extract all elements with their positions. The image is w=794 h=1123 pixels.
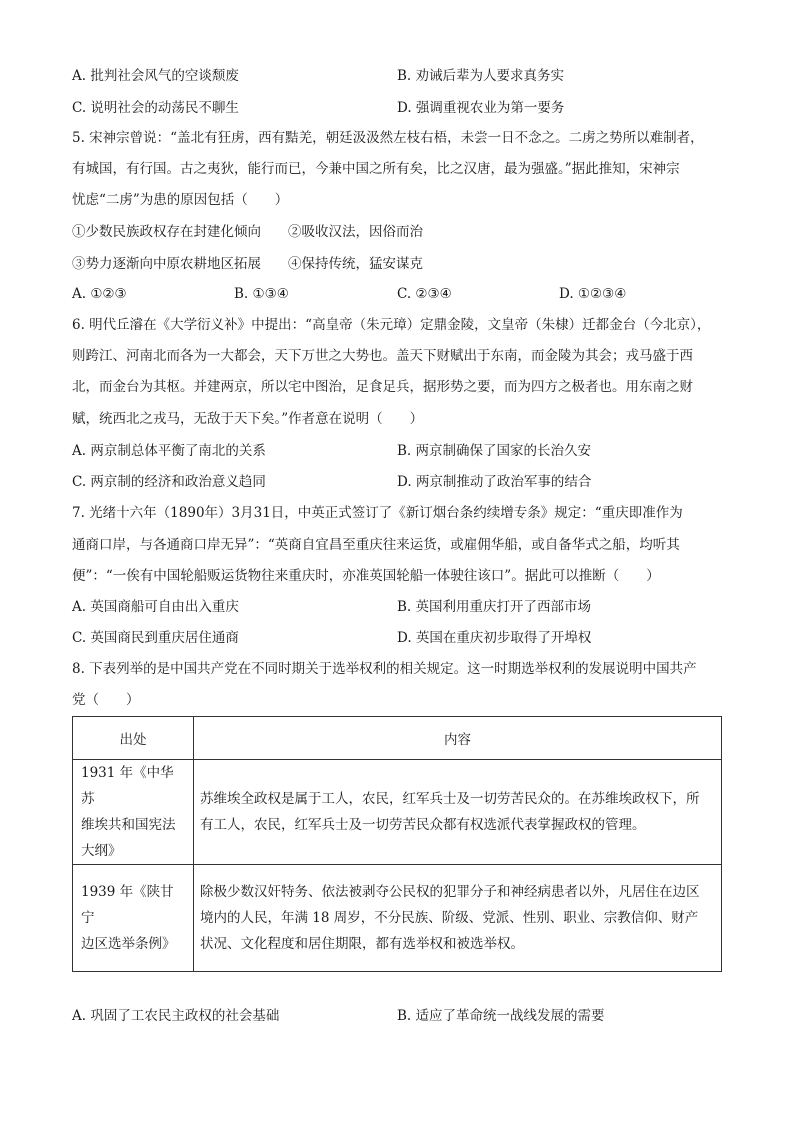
q6-stem-line: 赋，统西北之戎马，无敌于天下矣。”作者意在说明（ ） bbox=[72, 411, 424, 427]
q6-stem-line: 6. 明代丘濬在《大学衍义补》中提出：“高皇帝（朱元璋）定鼎金陵，文皇帝（朱棣）迁都金台（今北京）， bbox=[72, 317, 711, 333]
q6-option-c[interactable]: C. 两京制的经济和政治意义趋同 bbox=[72, 474, 266, 490]
table-cell-source bbox=[73, 760, 194, 865]
q5-option-c[interactable]: C. ②③④ bbox=[397, 286, 452, 302]
cell-line: 苏维埃全政权是属于工人，农民，红军兵士及一切劳苦民众的。在苏维埃政权下，所 bbox=[200, 791, 700, 807]
q7-stem-line: 7. 光绪十六年（1890年）3月31日，中英正式签订了《新订烟台条约续增专条》规定：“重庆即准作为 bbox=[72, 505, 683, 521]
table-header-source: 出处 bbox=[73, 717, 194, 760]
q5-stem-line: 有城国，有行国。古之夷狄，能行而已，今兼中国之所有矣，比之汉唐，最为强盛。”据此推知，宋神宗 bbox=[72, 161, 680, 177]
q8-option-b[interactable]: B. 适应了革命统一战线发展的需要 bbox=[397, 1008, 605, 1024]
q6-option-a[interactable]: A. 两京制总体平衡了南北的关系 bbox=[72, 443, 266, 459]
cell-line: 边区选举条例》 bbox=[81, 936, 176, 952]
q4-option-a[interactable]: A. 批判社会风气的空谈颓废 bbox=[72, 68, 239, 84]
q7-stem-line: 通商口岸，与各通商口岸无异”：“英商自宜昌至重庆往来运货，或雇佣华船，或自备华式之船，均听其 bbox=[72, 537, 680, 553]
q6-stem-line: 则跨江、河南北而各为一大都会，天下万世之大势也。盖天下财赋出于东南，而金陵为其会；戎马盛于西 bbox=[72, 348, 693, 364]
q5-option-a[interactable]: A. ①②③ bbox=[72, 286, 127, 302]
cell-line: 1939 年《陕甘宁 bbox=[81, 884, 174, 926]
q5-stem-line: 5. 宋神宗曾说：“盖北有狂虏，西有黠羌，朝廷汲汲然左枝右梧，未尝一日不念之。二虏之势所以难制者， bbox=[72, 130, 704, 146]
table-cell-content bbox=[194, 865, 722, 972]
q8-rules-table bbox=[72, 716, 722, 972]
table-header-content: 内容 bbox=[194, 717, 722, 760]
q8-stem-line: 党（ ） bbox=[72, 692, 140, 708]
table-row bbox=[73, 865, 722, 972]
q4-option-c[interactable]: C. 说明社会的动荡民不聊生 bbox=[72, 100, 239, 116]
cell-line: 1931 年《中华苏 bbox=[81, 765, 174, 807]
cell-line: 境内的人民，年满 18 周岁，不分民族、阶级、党派、性别、职业、宗教信仰、财产 bbox=[200, 910, 699, 926]
q5-option-b[interactable]: B. ①③④ bbox=[234, 286, 289, 302]
cell-line: 状况、文化程度和居住期限，都有选举权和被选举权。 bbox=[200, 936, 524, 952]
q7-option-d[interactable]: D. 英国在重庆初步取得了开埠权 bbox=[397, 630, 592, 646]
cell-line: 除极少数汉奸特务、依法被剥夺公民权的犯罪分子和神经病患者以外，凡居住在边区 bbox=[200, 884, 700, 900]
table-cell-content bbox=[194, 760, 722, 865]
q7-option-a[interactable]: A. 英国商船可自由出入重庆 bbox=[72, 599, 239, 615]
table-cell-source bbox=[73, 865, 194, 972]
cell-line: 有工人，农民，红军兵士及一切劳苦民众都有权选派代表掌握政权的管理。 bbox=[200, 817, 646, 833]
q4-option-d[interactable]: D. 强调重视农业为第一要务 bbox=[397, 100, 565, 116]
q6-stem-line: 北，而金台为其枢。并建两京，所以宅中图治，足食足兵，据形势之要，而为四方之极者也。用东南之财 bbox=[72, 379, 693, 395]
q8-stem-line: 8. 下表列举的是中国共产党在不同时期关于选举权利的相关规定。这一时期选举权利的发展说明中国共产 bbox=[72, 661, 697, 677]
q7-option-b[interactable]: B. 英国利用重庆打开了西部市场 bbox=[397, 599, 592, 615]
q8-option-a[interactable]: A. 巩固了工农民主政权的社会基础 bbox=[72, 1008, 280, 1024]
q5-option-d[interactable]: D. ①②③④ bbox=[559, 286, 627, 302]
table-header-row bbox=[73, 717, 722, 760]
table-row bbox=[73, 760, 722, 865]
q5-statement-line: ③势力逐渐向中原农耕地区拓展 ④保持传统，猛安谋克 bbox=[72, 256, 423, 272]
q6-option-d[interactable]: D. 两京制推动了政治军事的结合 bbox=[397, 474, 592, 490]
q6-option-b[interactable]: B. 两京制确保了国家的长治久安 bbox=[397, 443, 592, 459]
q5-stem-line: 忧虑“二虏”为患的原因包括（ ） bbox=[72, 192, 289, 208]
q5-statement-line: ①少数民族政权存在封建化倾向 ②吸收汉法，因俗而治 bbox=[72, 224, 423, 240]
q4-option-b[interactable]: B. 劝诫后辈为人要求真务实 bbox=[397, 68, 565, 84]
q7-stem-line: 便”：“一俟有中国轮船贩运货物往来重庆时，亦准英国轮船一体驶往该口”。据此可以推断（ ） bbox=[72, 568, 660, 584]
cell-line: 大纲》 bbox=[81, 843, 122, 859]
q7-option-c[interactable]: C. 英国商民到重庆居住通商 bbox=[72, 630, 239, 646]
cell-line: 维埃共和国宪法 bbox=[81, 817, 176, 833]
